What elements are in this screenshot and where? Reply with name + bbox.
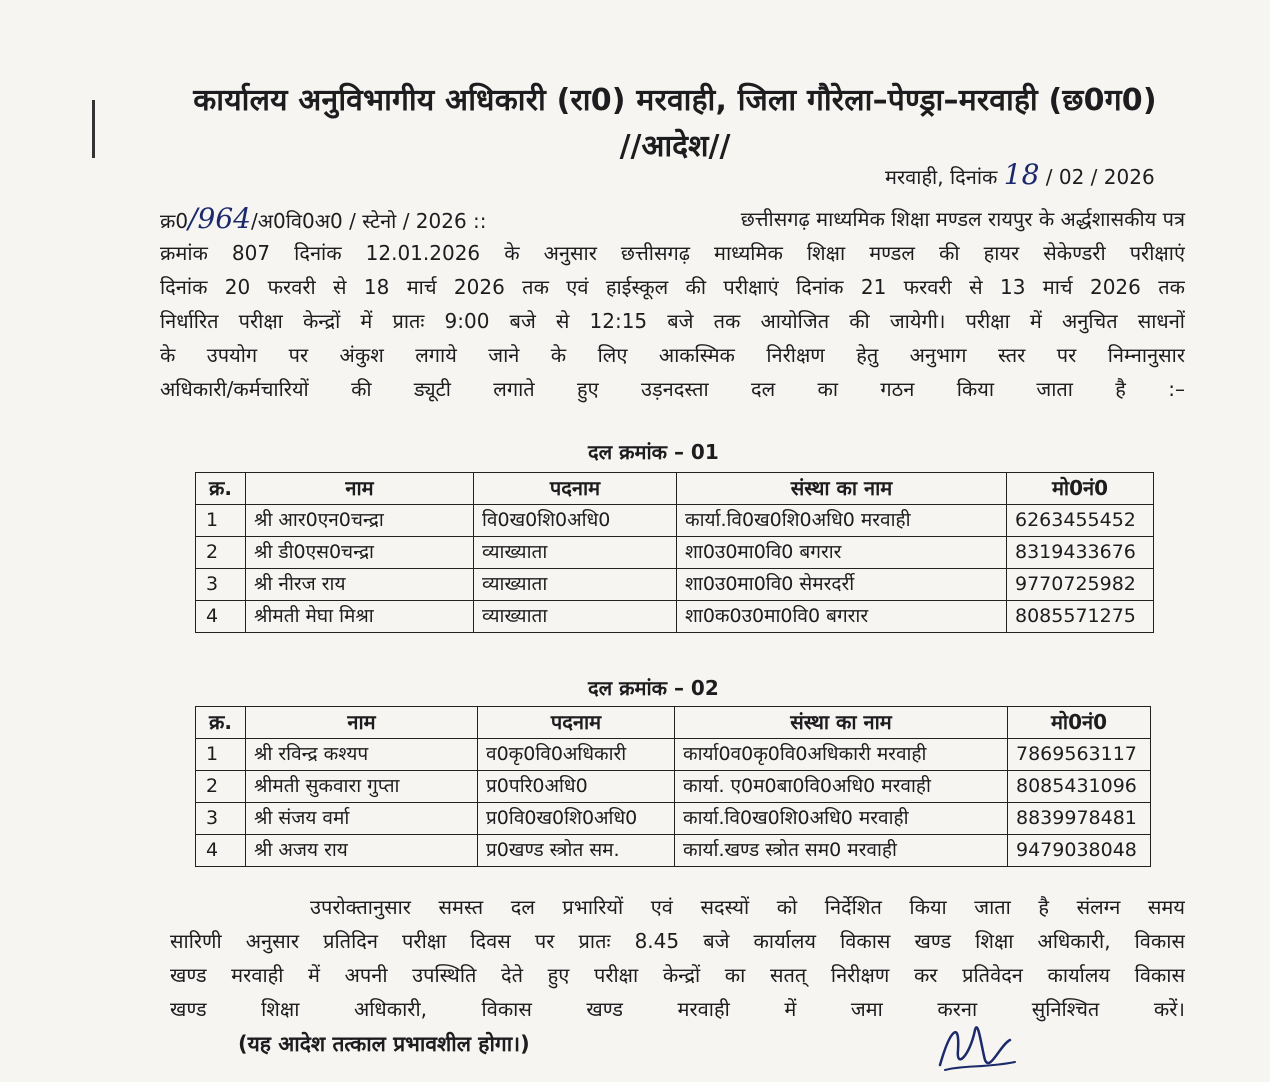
col-designation-header: पदनाम	[478, 707, 675, 739]
table-header-row	[196, 707, 1151, 739]
intro-line-5: के उपयोग पर अंकुश लगाये जाने के लिए आकस्मिक निरीक्षण हेतु अनुभाग स्तर पर निम्नानुसार	[160, 343, 1185, 367]
row-designation: प्र0खण्ड स्त्रोत सम.	[478, 835, 675, 867]
col-name-header: नाम	[246, 707, 478, 739]
row-institution: कार्या0व0कृ0वि0अधिकारी मरवाही	[675, 739, 1008, 771]
reference-number	[160, 202, 487, 236]
row-sn: 3	[196, 569, 246, 601]
row-institution: शा0उ0मा0वि0 सेमरदर्री	[677, 569, 1007, 601]
row-designation: व्याख्याता	[474, 601, 677, 633]
row-sn: 1	[196, 505, 246, 537]
table-row	[196, 803, 1151, 835]
margin-mark	[92, 100, 95, 158]
table-row	[196, 835, 1151, 867]
row-institution: शा0उ0मा0वि0 बगरार	[677, 537, 1007, 569]
row-name: श्री आर0एन0चन्द्रा	[246, 505, 474, 537]
table-row	[196, 771, 1151, 803]
col-mobile-header: मो0नं0	[1008, 707, 1151, 739]
closing-note: (यह आदेश तत्काल प्रभावशील होगा।)	[238, 1032, 530, 1056]
row-designation: व्याख्याता	[474, 537, 677, 569]
dateline-rest: / 02 / 2026	[1045, 165, 1155, 189]
ref-prefix: क्र0	[160, 209, 189, 233]
row-mobile: 8085571275	[1007, 601, 1154, 633]
team-1-table	[195, 472, 1154, 633]
col-institution-header: संस्था का नाम	[677, 473, 1007, 505]
row-sn: 2	[196, 537, 246, 569]
team-1-heading: दल क्रमांक – 01	[588, 440, 719, 464]
instructions-line-4: खण्ड शिक्षा अधिकारी, विकास खण्ड मरवाही में जमा करना सुनिश्चित करें।	[170, 997, 1185, 1021]
row-sn: 2	[196, 771, 246, 803]
col-sn-header: क्र.	[196, 707, 246, 739]
row-name: श्री अजय राय	[246, 835, 478, 867]
table-row	[196, 601, 1154, 633]
intro-text-0: छत्तीसगढ़ माध्यमिक शिक्षा मण्डल रायपुर के अर्द्धशासकीय पत्र	[740, 207, 1185, 231]
intro-line-4: निर्धारित परीक्षा केन्द्रों में प्रातः 9:00 बजे से 12:15 बजे तक आयोजित की जायेगी। परीक्षा में अनुचित साधनों	[160, 309, 1185, 333]
office-title: कार्यालय अनुविभागीय अधिकारी (रा0) मरवाही, जिला गौरेला–पेण्ड्रा–मरवाही (छ0ग0)	[193, 83, 1157, 118]
instructions-line-3: खण्ड मरवाही में अपनी उपस्थिति देते हुए परीक्षा केन्द्रों का सतत् निरीक्षण कर प्रतिवेदन कार्यालय विकास	[170, 963, 1185, 987]
row-institution: कार्या.वि0ख0शि0अधि0 मरवाही	[677, 505, 1007, 537]
table-row	[196, 569, 1154, 601]
row-designation: व0कृ0वि0अधिकारी	[478, 739, 675, 771]
col-mobile-header: मो0नं0	[1007, 473, 1154, 505]
row-designation: व्याख्याता	[474, 569, 677, 601]
row-mobile: 8839978481	[1008, 803, 1151, 835]
table-row	[196, 505, 1154, 537]
order-title: //आदेश//	[619, 129, 731, 164]
row-mobile: 9770725982	[1007, 569, 1154, 601]
row-name: श्रीमती मेघा मिश्रा	[246, 601, 474, 633]
table-row	[196, 739, 1151, 771]
row-designation: प्र0परि0अधि0	[478, 771, 675, 803]
row-name: श्री डी0एस0चन्द्रा	[246, 537, 474, 569]
col-designation-header: पदनाम	[474, 473, 677, 505]
col-institution-header: संस्था का नाम	[675, 707, 1008, 739]
team-2-table	[195, 706, 1151, 867]
row-mobile: 7869563117	[1008, 739, 1151, 771]
col-name-header: नाम	[246, 473, 474, 505]
row-institution: कार्या. ए0म0बा0वि0अधि0 मरवाही	[675, 771, 1008, 803]
intro-line-6: अधिकारी/कर्मचारियों की ड्यूटी लगाते हुए उड़नदस्ता दल का गठन किया जाता है :–	[160, 377, 1185, 401]
instructions-line-2: सारिणी अनुसार प्रतिदिन परीक्षा दिवस पर प्रातः 8.45 बजे कार्यालय विकास खण्ड शिक्षा अधिकारी, विकास	[170, 929, 1185, 953]
signature-mark	[930, 1010, 1020, 1080]
row-mobile: 8319433676	[1007, 537, 1154, 569]
table-row	[196, 537, 1154, 569]
row-sn: 4	[196, 601, 246, 633]
row-mobile: 9479038048	[1008, 835, 1151, 867]
dateline	[885, 158, 1155, 191]
intro-line-1	[160, 202, 1185, 236]
row-mobile: 6263455452	[1007, 505, 1154, 537]
team-2-heading: दल क्रमांक – 02	[588, 676, 719, 700]
row-designation: वि0ख0शि0अधि0	[474, 505, 677, 537]
table-header-row	[196, 473, 1154, 505]
row-sn: 3	[196, 803, 246, 835]
row-mobile: 8085431096	[1008, 771, 1151, 803]
intro-line-2: क्रमांक 807 दिनांक 12.01.2026 के अनुसार छत्तीसगढ़ माध्यमिक शिक्षा मण्डल की हायर सेकेण्डरी परीक्षाएं	[160, 241, 1185, 265]
row-institution: कार्या.वि0ख0शि0अधि0 मरवाही	[675, 803, 1008, 835]
row-name: श्री संजय वर्मा	[246, 803, 478, 835]
row-institution: शा0क0उ0मा0वि0 बगरार	[677, 601, 1007, 633]
row-name: श्री नीरज राय	[246, 569, 474, 601]
row-sn: 1	[196, 739, 246, 771]
instructions-line-1: उपरोक्तानुसार समस्त दल प्रभारियों एवं सदस्यों को निर्देशित किया जाता है संलग्न समय	[310, 895, 1185, 919]
row-designation: प्र0वि0ख0शि0अधि0	[478, 803, 675, 835]
row-sn: 4	[196, 835, 246, 867]
intro-line-3: दिनांक 20 फरवरी से 18 मार्च 2026 तक एवं हाईस्कूल की परीक्षाएं दिनांक 21 फरवरी से 13 मार्च 2026 तक	[160, 275, 1185, 299]
instructions-paragraph	[170, 890, 1185, 1026]
row-name: श्री रविन्द्र कश्यप	[246, 739, 478, 771]
row-institution: कार्या.खण्ड स्त्रोत सम0 मरवाही	[675, 835, 1008, 867]
ref-number-handwritten: /964	[188, 202, 251, 235]
dateline-day-handwritten: 18	[1003, 158, 1040, 191]
row-name: श्रीमती सुकवारा गुप्ता	[246, 771, 478, 803]
ref-suffix: /अ0वि0अ0 / स्टेनो / 2026 ::	[250, 209, 487, 233]
intro-paragraph	[160, 202, 1185, 406]
dateline-prefix: मरवाही, दिनांक	[885, 165, 998, 189]
col-sn-header: क्र.	[196, 473, 246, 505]
